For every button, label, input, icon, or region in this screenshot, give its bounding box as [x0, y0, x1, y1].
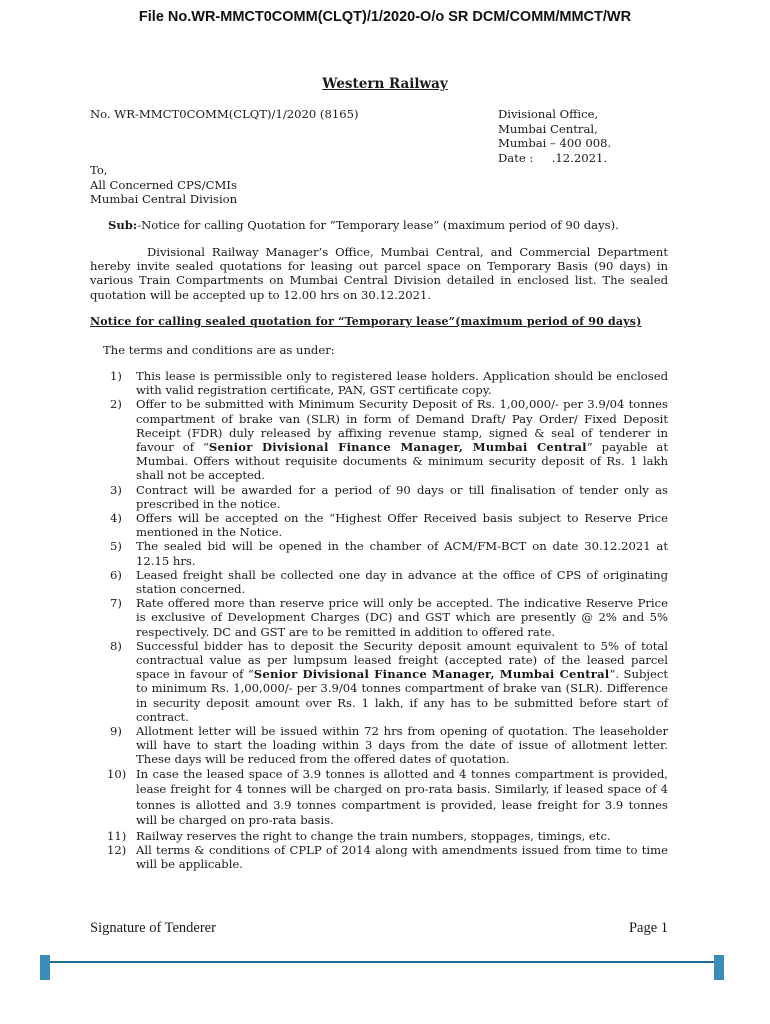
- addressee-block: [90, 163, 237, 207]
- term-item: [90, 369, 668, 397]
- term-text: Leased freight shall be collected one day in advance at the office of CPS of originating station concerned.: [136, 567, 668, 597]
- term-text: This lease is permissible only to registered lease holders. Application should be enclosed with valid registration certificate, PAN, GST certificate copy.: [136, 369, 668, 398]
- term-number: 4): [110, 511, 122, 526]
- term-text: Offers will be accepted on the “Highest Offer Received basis subject to Reserve Price mentioned in the Notice.: [136, 511, 668, 540]
- footer-left-tab: [40, 955, 50, 980]
- term-text: Rate offered more than reserve price will only be accepted. The indicative Reserve Price is exclusive of Development Charges (DC) and GST which are presently @ 2% and 5% respectively. DC and GST are to be remitted in addition to offered rate.: [136, 596, 668, 639]
- term-text: In case the leased space of 3.9 tonnes is allotted and 4 tonnes compartment is provided, lease freight for 4 tonnes will be charged on pro-rata basis. Similarly, if leased space of 4 tonnes is allotted and 3.9 tonnes compartment is provided, lease freight for 3.9 tonnes will be charged on pro-rata basis.: [136, 766, 668, 828]
- term-number: 11): [107, 829, 127, 844]
- terms-intro: The terms and conditions are as under:: [103, 343, 335, 357]
- addressee-salutation: To,: [90, 163, 108, 177]
- term-text: Successful bidder has to deposit the Security deposit amount equivalent to 5% of total contractual value as per lumpsum leased freight (accepted rate) of the leased parcel space in favour of “: [136, 638, 668, 682]
- term-text: Railway reserves the right to change the train numbers, stoppages, timings, etc.: [136, 829, 611, 844]
- term-item: [90, 724, 668, 767]
- term-number: 6): [110, 567, 122, 582]
- reference-number: No. WR-MMCT0COMM(CLQT)/1/2020 (8165): [90, 107, 359, 121]
- page-number: Page 1: [628, 920, 668, 936]
- term-number: 9): [110, 724, 122, 739]
- term-number: 3): [110, 482, 122, 497]
- term-item: [90, 843, 668, 871]
- term-item: [90, 596, 668, 639]
- addressee-line: All Concerned CPS/CMIs: [90, 177, 237, 192]
- term-item: [90, 639, 668, 724]
- document-date: Date : .12.2021.: [498, 150, 608, 165]
- addressee-line: Mumbai Central Division: [90, 192, 238, 206]
- term-number: 7): [110, 596, 122, 611]
- term-item: [90, 511, 668, 539]
- term-bold-text: Senior Divisional Finance Manager, Mumbai Central: [253, 667, 610, 682]
- term-number: 8): [110, 638, 122, 653]
- office-address-line: Mumbai – 400 008.: [498, 136, 612, 150]
- footer-right-tab: [714, 955, 724, 980]
- term-bold-text: Senior Divisional Finance Manager, Mumbai Central: [208, 440, 587, 455]
- subject-label: Sub:: [108, 218, 138, 232]
- office-address-line: Mumbai Central,: [498, 121, 598, 136]
- term-text: Allotment letter will be issued within 72 hrs from opening of quotation. The leaseholder will have to start the loading within 3 days from the date of issue of allotment letter. These days will be reduced from the offered dates of quotation.: [136, 724, 668, 767]
- term-number: 5): [110, 539, 122, 554]
- office-address-line: Divisional Office,: [498, 107, 599, 121]
- term-item: [90, 829, 668, 843]
- term-text: The sealed bid will be opened in the chamber of ACM/FM-BCT on date 30.12.2021 at 12.15 hrs.: [136, 539, 668, 568]
- term-number: 10): [107, 766, 127, 781]
- term-text: All terms & conditions of CPLP of 2014 along with amendments issued from time to time will be applicable.: [136, 843, 668, 872]
- notice-heading: Notice for calling sealed quotation for “Temporary lease”(maximum period of 90 days): [90, 315, 642, 328]
- footer-divider: [40, 961, 724, 963]
- term-number: 1): [110, 369, 122, 383]
- organization-title: Western Railway: [322, 76, 448, 92]
- term-number: 12): [107, 843, 127, 858]
- subject-line: [108, 218, 668, 232]
- term-number: 2): [110, 397, 122, 412]
- term-text: Offer to be submitted with Minimum Security Deposit of Rs. 1,00,000/- per 3.9/04 tonnes compartment of brake van (SLR) in form of Demand Draft/ Pay Order/ Fixed Deposit Receipt (FDR) duly released by affixing revenue stamp, signed & seal of tenderer in favour of “: [136, 397, 668, 455]
- term-text: ” payable at Mumbai. Offers without requisite documents & minimum security deposit of Rs. 1 lakh shall not be accepted.: [136, 440, 668, 483]
- term-item: [90, 539, 668, 567]
- term-item: [90, 568, 668, 596]
- terms-list: [90, 369, 668, 872]
- term-item: [90, 483, 668, 511]
- office-address: [498, 107, 611, 165]
- term-text: ”. Subject to minimum Rs. 1,00,000/- per 3.9/04 tonnes compartment of brake van (SLR). Difference in security deposit amount over Rs. 1 lakh, if any has to be submitted before start of contract.: [136, 667, 668, 724]
- file-header: File No.WR-MMCT0COMM(CLQT)/1/2020-O/o SR DCM/COMM/MMCT/WR: [138, 9, 632, 25]
- term-item: [90, 767, 668, 829]
- subject-text: -Notice for calling Quotation for “Temporary lease” (maximum period of 90 days).: [137, 218, 619, 232]
- intro-paragraph: Divisional Railway Manager’s Office, Mumbai Central, and Commercial Department hereby invite sealed quotations for leasing out parcel space on Temporary Basis (90 days) in various Train Compartments on Mumbai Central Division detailed in enclosed list. The sealed quotation will be accepted up to 12.00 hrs on 30.12.2021.: [90, 245, 668, 302]
- term-text: Contract will be awarded for a period of 90 days or till finalisation of tender only as prescribed in the notice.: [136, 482, 668, 511]
- signature-label: Signature of Tenderer: [90, 920, 216, 936]
- term-item: [90, 397, 668, 482]
